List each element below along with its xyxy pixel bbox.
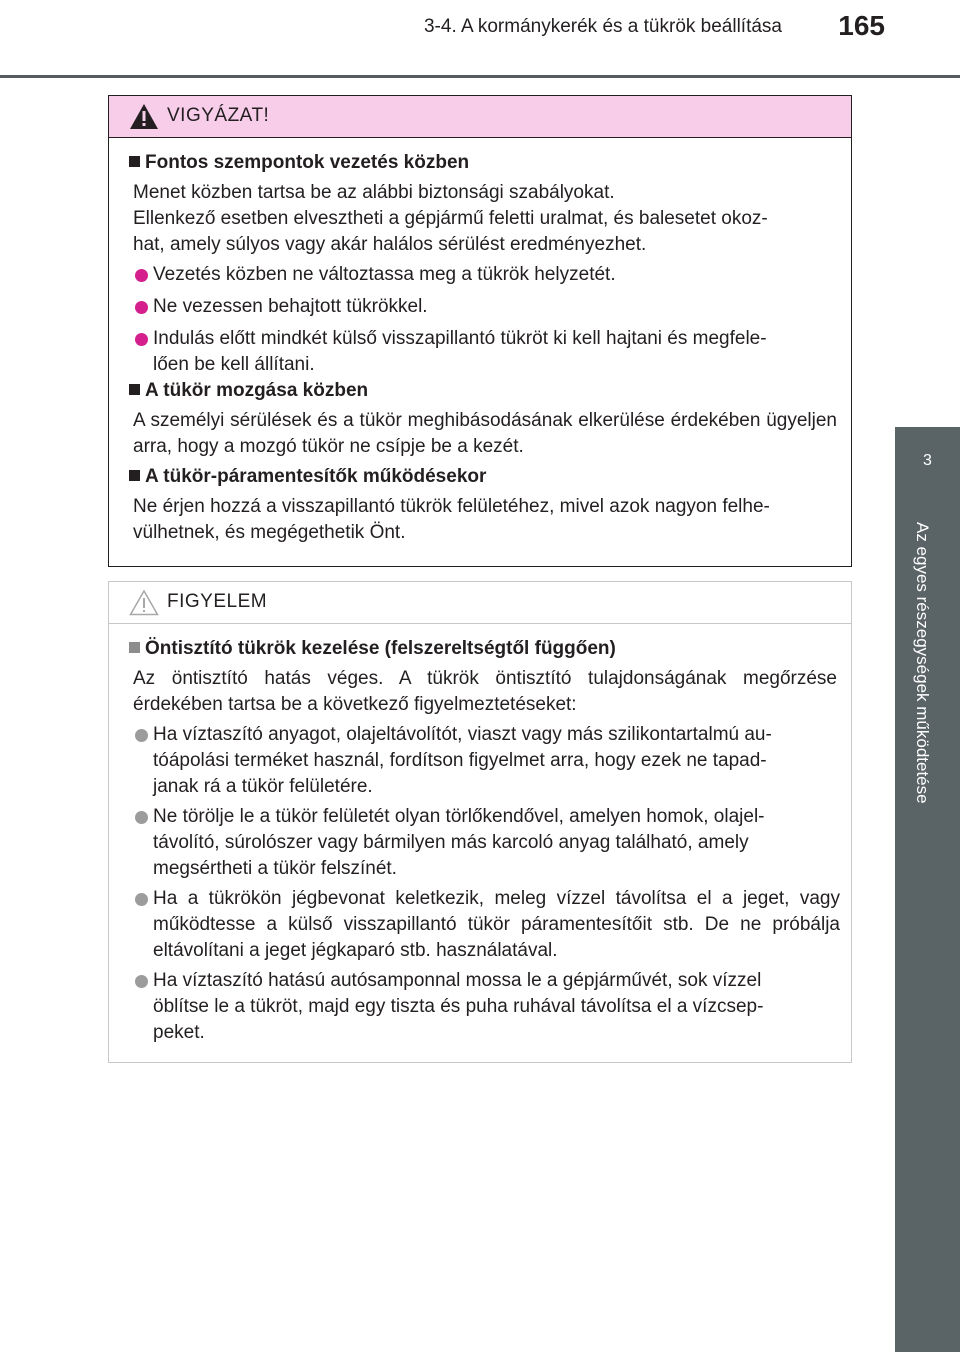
section-heading: Öntisztító tükrök kezelése (felszereltségtől függően) xyxy=(129,638,616,660)
section-heading: A tükör-páramentesítők működésekor xyxy=(129,466,486,488)
square-bullet-icon xyxy=(129,642,140,653)
paragraph: Ne érjen hozzá a visszapillantó tükrök felületéhez, mivel azok nagyon felhe- vülhetnek, és megégethetik Önt. xyxy=(133,496,770,543)
square-bullet-icon xyxy=(129,384,140,395)
bullet-dot-icon xyxy=(135,893,148,906)
notice-title: FIGYELEM xyxy=(167,591,268,612)
bullet-dot-icon xyxy=(135,301,148,314)
bullet-dot-icon xyxy=(135,975,148,988)
paragraph: Az öntisztító hatás véges. A tükrök öntisztító tulajdonságának megőrzése érdekében tartsa be a következő figyelmeztetéseket: xyxy=(133,668,837,715)
caution-title: VIGYÁZAT! xyxy=(167,105,270,126)
header-title: 3-4. A kormánykerék és a tükrök beállítása xyxy=(423,16,782,37)
section-heading: Fontos szempontok vezetés közben xyxy=(129,152,469,174)
bullet-dot-icon xyxy=(135,333,148,346)
section-heading: A tükör mozgása közben xyxy=(129,380,368,402)
bullet-dot-icon xyxy=(135,269,148,282)
outline-warning-triangle-icon xyxy=(129,589,159,616)
list-item: Ne törölje le a tükör felületét olyan törlőkendővel, amelyen homok, olajel- távolító, súrolószer vagy bármilyen más karcoló anyag található, amely megsértheti a tükör felszínét. xyxy=(133,804,840,882)
bullet-dot-icon xyxy=(135,729,148,742)
chapter-title: Az egyes részegységek működtetése xyxy=(913,522,932,804)
chapter-number: 3 xyxy=(923,452,932,469)
square-bullet-icon xyxy=(129,470,140,481)
paragraph: A személyi sérülések és a tükör meghibásodásának elkerülése érdekében ügyeljen arra, hogy a mozgó tükör ne csípje be a kezét. xyxy=(133,410,837,457)
bullet-dot-icon xyxy=(135,811,148,824)
list-item: Ne vezessen behajtott tükrökkel. xyxy=(133,294,840,320)
notice-box xyxy=(108,581,852,1063)
paragraph: Menet közben tartsa be az alábbi biztonsági szabályokat. xyxy=(133,182,615,203)
list-item: Ha víztaszító hatású autósamponnal mossa le a gépjárművét, sok vízzel öblítse le a tükröt, majd egy tiszta és puha ruhával távolítsa el a vízcsep- peket. xyxy=(133,968,840,1046)
notice-header xyxy=(109,582,851,624)
caution-header xyxy=(109,96,851,138)
square-bullet-icon xyxy=(129,156,140,167)
paragraph: Ellenkező esetben elvesztheti a gépjármű feletti uralmat, és balesetet okoz- hat, amely súlyos vagy akár halálos sérülést eredményezhet. xyxy=(133,208,768,255)
list-item: Ha víztaszító anyagot, olajeltávolítót, viaszt vagy más szilikontartalmú au- tóápolási terméket használ, fordítson figyelmet arra, hogy ezek ne tapad- janak rá a tükör felületére. xyxy=(133,722,840,800)
list-item: Vezetés közben ne változtassa meg a tükrök helyzetét. xyxy=(133,262,840,288)
list-item: Ha a tükrökön jégbevonat keletkezik, meleg vízzel távolítsa el a jeget, vagy működtesse a külső visszapillantó tükör páramentesítőit stb. De ne próbálja eltávolítani a jeget jégkaparó stb. használatával. xyxy=(133,886,840,964)
header-rule xyxy=(0,75,960,78)
page-number: 165 xyxy=(838,10,885,41)
caution-box xyxy=(108,95,852,567)
list-item: Indulás előtt mindkét külső visszapillantó tükröt ki kell hajtani és megfele- lően be kell állítani. xyxy=(133,326,840,378)
warning-triangle-icon xyxy=(129,103,159,130)
